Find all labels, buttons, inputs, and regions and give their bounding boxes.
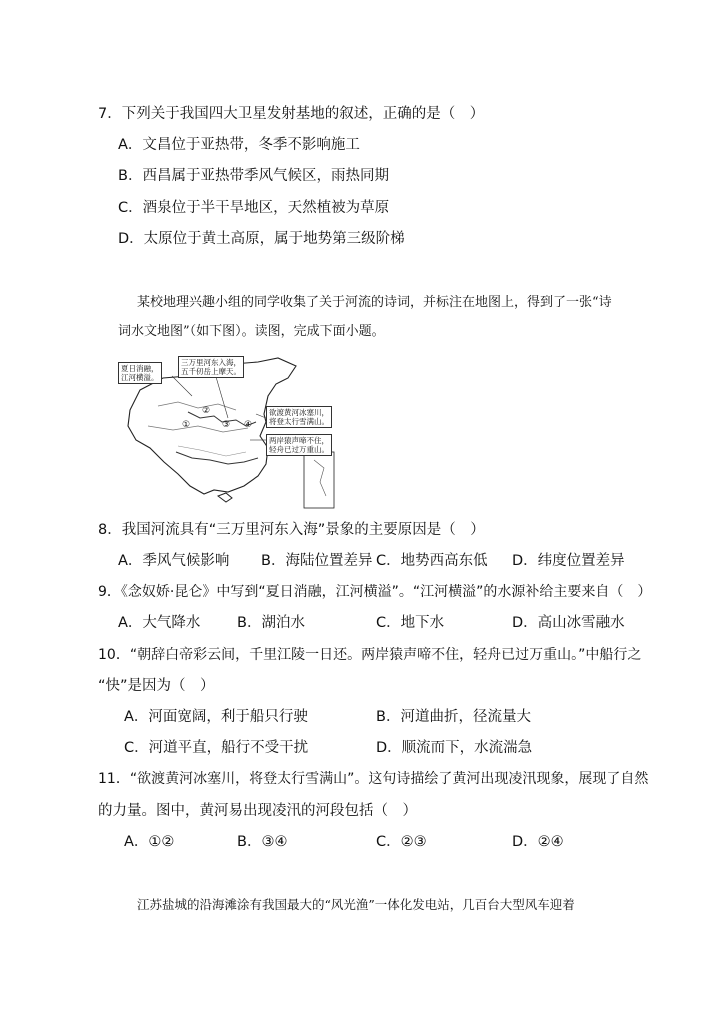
q8-option-a: A．季风气候影响 — [118, 553, 230, 569]
q7-option-c: C．酒泉位于半干旱地区，天然植被为草原 — [118, 200, 390, 216]
q10-option-c: C．河道平直，船行不受干扰 — [124, 740, 309, 756]
q11-option-d: D．②④ — [512, 834, 564, 850]
label-huanghe: 欲渡黄河冰塞川， 将登太行雪满山。 — [266, 406, 332, 428]
q8-option-d: D．纬度位置差异 — [512, 553, 625, 569]
q8-option-b: B．海陆位置差异 — [261, 553, 373, 569]
q7-stem: 7．下列关于我国四大卫星发射基地的叙述，正确的是（ ） — [98, 106, 485, 122]
q9-option-d: D．高山冰雪融水 — [512, 615, 625, 631]
q10-option-b: B．河道曲折，径流量大 — [376, 709, 531, 725]
q11-option-c: C．②③ — [376, 834, 427, 850]
q9-option-c: C．地下水 — [376, 615, 445, 631]
q11-stem-line1: 11．“欲渡黄河冰塞川，将登太行雪满山”。这句诗描绘了黄河出现凌汛现象，展现了自然 — [98, 771, 649, 787]
q10-option-d: D．顺流而下，水流湍急 — [376, 740, 533, 756]
q10-stem-line2: “快”是因为（ ） — [98, 678, 215, 694]
q9-option-b: B．湖泊水 — [237, 615, 305, 631]
q11-stem-line2: 的力量。图中，黄河易出现凌汛的河段包括（ ） — [98, 803, 417, 819]
q7-option-a: A．文昌位于亚热带，冬季不影响施工 — [118, 137, 360, 153]
label-sanxia: 两岸猿声啼不住， 轻舟已过万重山。 — [266, 434, 332, 456]
q8-option-c: C．地势西高东低 — [376, 553, 488, 569]
q11-option-b: B．③④ — [237, 834, 288, 850]
q8-stem: 8．我国河流具有“三万里河东入海”景象的主要原因是（ ） — [98, 522, 485, 538]
intro1-line2: 词水文地图”（如下图）。读图，完成下面小题。 — [118, 324, 385, 339]
q10-option-a: A．河面宽阔，利于船只行驶 — [124, 709, 308, 725]
intro1-line1: 某校地理兴趣小组的同学收集了关于河流的诗词，并标注在地图上，得到了一张“诗 — [137, 295, 612, 310]
label-kunlun: 夏日消融， 江河横溢。 — [118, 362, 162, 384]
intro2-line: 江苏盐城的沿海滩涂有我国最大的“风光渔”一体化发电站，几百台大型风车迎着 — [137, 897, 575, 912]
q7-option-d: D．太原位于黄土高原，属于地势第三级阶梯 — [118, 231, 405, 247]
marker-4: ④ — [244, 420, 253, 430]
label-yangtze: 三万里河东入海， 五千仞岳上摩天。 — [178, 356, 244, 378]
q7-option-b: B．西昌属于亚热带季风气候区，雨热同期 — [118, 168, 389, 184]
q11-option-a: A．①② — [124, 834, 175, 850]
q10-stem-line1: 10．“朝辞白帝彩云间，千里江陵一日还。两岸猿声啼不住，轻舟已过万重山。”中船行之 — [98, 647, 642, 663]
marker-1: ① — [182, 420, 191, 430]
q9-option-a: A．大气降水 — [118, 615, 201, 631]
marker-2: ② — [202, 406, 211, 416]
marker-3: ③ — [222, 420, 231, 430]
q9-stem: 9．《念奴娇·昆仑》中写到“夏日消融，江河横溢”。“江河横溢”的水源补给主要来自（ ） — [98, 584, 652, 600]
china-poetry-hydrology-map — [118, 356, 348, 512]
